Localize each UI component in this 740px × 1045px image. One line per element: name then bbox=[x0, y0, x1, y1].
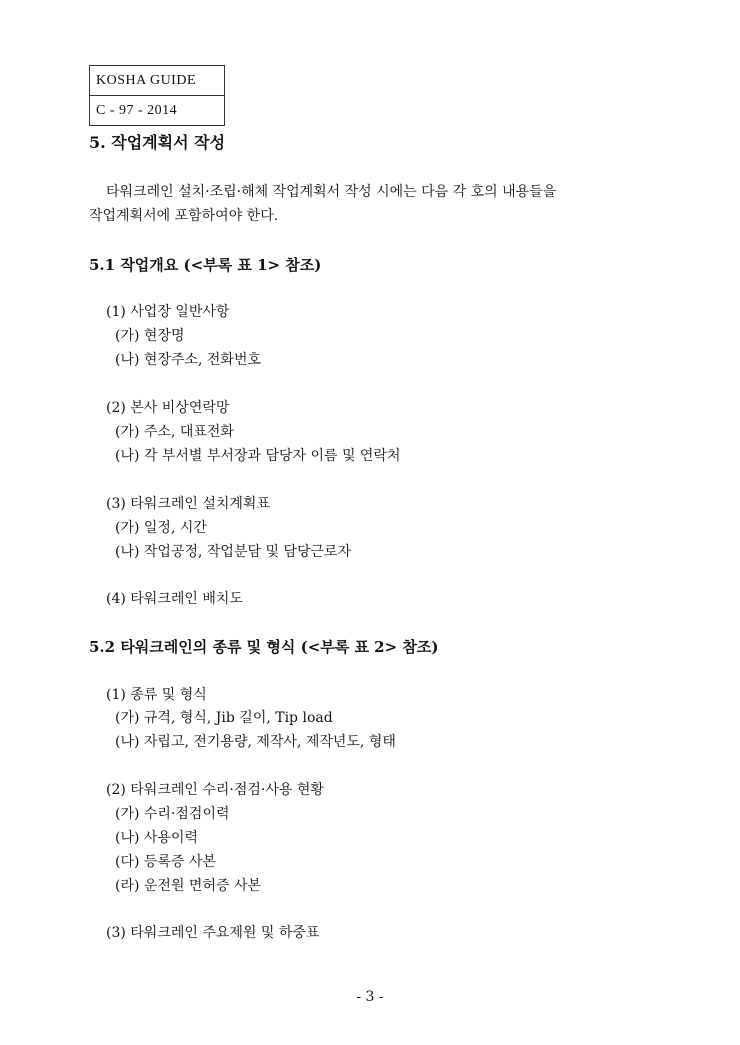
sub-list-item: (가) 수리·점검이력 bbox=[115, 806, 230, 822]
sub-list-item: (가) 규격, 형식, Jib 길이, Tip load bbox=[115, 710, 333, 726]
sub-list-item: (다) 등록증 사본 bbox=[115, 854, 216, 870]
intro-line-1: 타워크레인 설치·조립·해체 작업계획서 작성 시에는 다음 각 호의 내용들을 bbox=[106, 184, 557, 200]
list-item: (3) 타워크레인 주요제원 및 하중표 bbox=[106, 925, 320, 941]
list-item: (2) 타워크레인 수리·점검·사용 현황 bbox=[106, 782, 324, 798]
intro-line-2: 작업계획서에 포함하여야 한다. bbox=[89, 208, 279, 224]
sub-list-item: (나) 사용이력 bbox=[115, 830, 198, 846]
sub-list-item: (나) 각 부서별 부서장과 담당자 이름 및 연락처 bbox=[115, 448, 401, 464]
guide-name: KOSHA GUIDE bbox=[90, 66, 224, 96]
sub-list-item: (가) 주소, 대표전화 bbox=[115, 424, 234, 440]
guide-code: C - 97 - 2014 bbox=[96, 103, 178, 118]
sub-list-item: (나) 자립고, 전기용량, 제작사, 제작년도, 형태 bbox=[115, 734, 396, 750]
page-number: - 3 - bbox=[356, 989, 384, 1005]
list-item: (1) 종류 및 형식 bbox=[106, 687, 207, 703]
document-id-box bbox=[89, 65, 225, 126]
sub-list-item: (라) 운전원 면허증 사본 bbox=[115, 878, 261, 894]
sub-list-item: (나) 작업공정, 작업분담 및 담당근로자 bbox=[115, 544, 352, 560]
section-5-1-title: 5.1 작업개요 (<부록 표 1> 참조) bbox=[89, 256, 322, 274]
sub-list-item: (나) 현장주소, 전화번호 bbox=[115, 352, 261, 368]
list-item: (3) 타워크레인 설치계획표 bbox=[106, 496, 270, 512]
list-item: (2) 본사 비상연락망 bbox=[106, 400, 230, 416]
section-5-2-title: 5.2 타워크레인의 종류 및 형식 (<부록 표 2> 참조) bbox=[89, 638, 439, 656]
list-item: (1) 사업장 일반사항 bbox=[106, 304, 230, 320]
sub-list-item: (가) 현장명 bbox=[115, 328, 185, 344]
list-item: (4) 타워크레인 배치도 bbox=[106, 591, 243, 607]
section-5-title: 5. 작업계획서 작성 bbox=[89, 133, 226, 152]
sub-list-item: (가) 일정, 시간 bbox=[115, 520, 207, 536]
